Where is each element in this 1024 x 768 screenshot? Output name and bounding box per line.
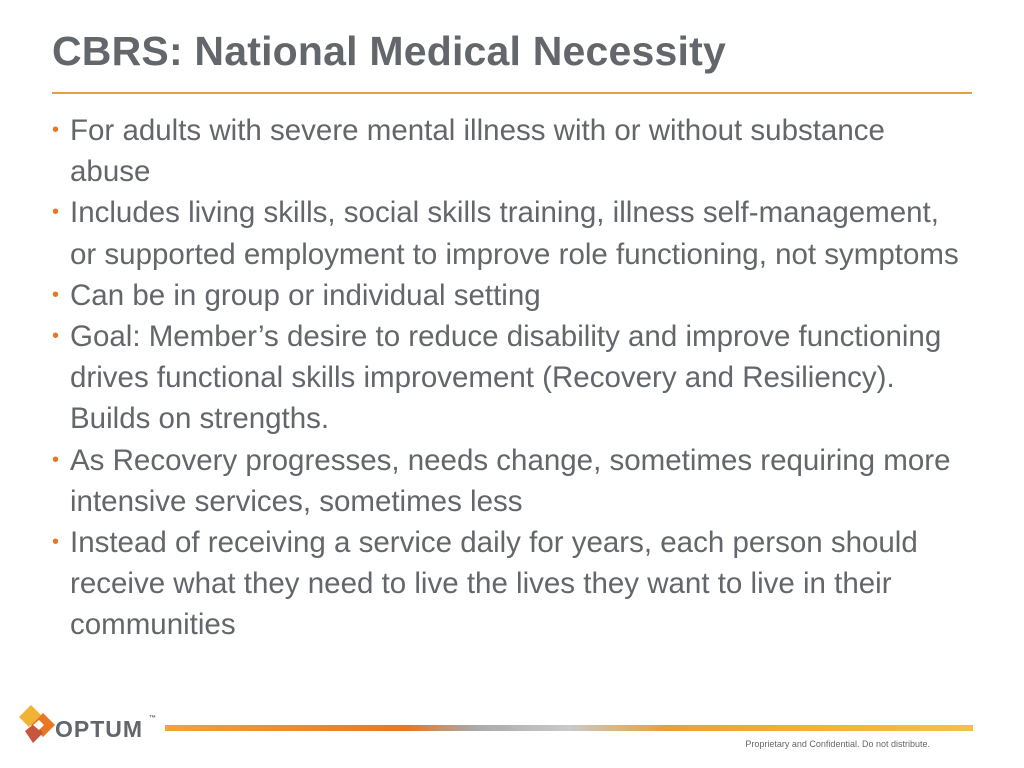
footer-color-band bbox=[165, 725, 973, 731]
bullet-dot: • bbox=[52, 531, 60, 554]
bullet-item bbox=[52, 440, 972, 522]
bullet-text: Includes living skills, social skills training, illness self-management, or supported employment to improve role functioning, not symptoms bbox=[70, 196, 959, 271]
bullet-text: Can be in group or individual setting bbox=[70, 278, 541, 312]
confidentiality-notice: Proprietary and Confidential. Do not distribute. bbox=[745, 739, 930, 749]
optum-wordmark: OPTUM bbox=[55, 716, 144, 742]
bullet-item bbox=[52, 316, 972, 440]
bullet-text: For adults with severe mental illness with or without substance abuse bbox=[70, 114, 885, 189]
title-divider bbox=[52, 92, 972, 94]
bullet-text: Instead of receiving a service daily for years, each person should receive what they need to live the lives they want to live in their communities bbox=[70, 526, 918, 642]
bullet-text: Goal: Member’s desire to reduce disability and improve functioning drives functional skills improvement (Recovery and Resiliency). Builds on strengths. bbox=[70, 320, 942, 436]
bullet-dot: • bbox=[52, 325, 60, 348]
bullet-item bbox=[52, 192, 972, 274]
bullet-list bbox=[52, 110, 972, 646]
bullet-dot: • bbox=[52, 448, 60, 471]
bullet-item bbox=[52, 275, 972, 316]
optum-logo bbox=[17, 703, 167, 747]
bullet-item bbox=[52, 110, 972, 192]
slide-title: CBRS: National Medical Necessity bbox=[52, 28, 726, 74]
bullet-dot: • bbox=[52, 201, 60, 224]
bullet-item bbox=[52, 522, 972, 646]
bullet-dot: • bbox=[52, 283, 60, 306]
bullet-text: As Recovery progresses, needs change, sometimes requiring more intensive services, sometimes less bbox=[70, 443, 951, 518]
bullet-dot: • bbox=[52, 119, 60, 141]
trademark-symbol: ™ bbox=[149, 715, 156, 722]
